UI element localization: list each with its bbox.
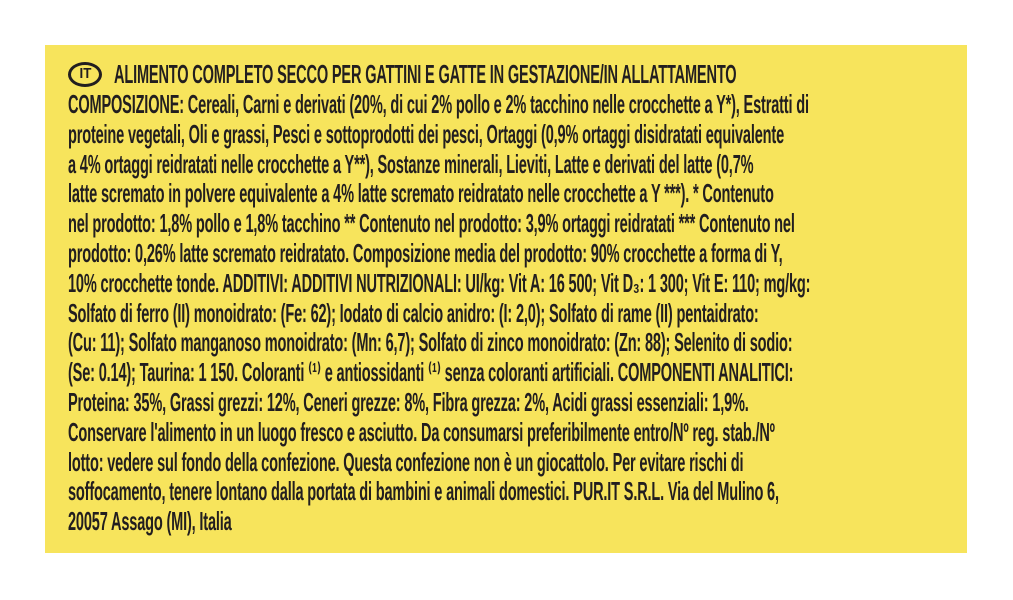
label-line-text: nel prodotto: 1,8% pollo e 1,8% tacchino ** Contenuto nel prodotto: 3,9% ortaggi reidratati *** Contenuto nel bbox=[68, 208, 795, 239]
label-line bbox=[68, 418, 961, 448]
label-line bbox=[68, 239, 961, 269]
label-line bbox=[68, 328, 961, 358]
product-label-panel bbox=[45, 45, 967, 553]
label-line bbox=[68, 179, 961, 209]
label-line bbox=[68, 90, 961, 120]
label-line-text: soffocamento, tenere lontano dalla portata di bambini e animali domestici. PUR.IT S.R.L. Via del Mulino 6, bbox=[68, 476, 779, 507]
language-code: IT bbox=[79, 66, 91, 83]
label-line-text: latte scremato in polvere equivalente a 4% latte scremato reidratato nelle crocchette a Y ***). * Contenuto bbox=[68, 178, 774, 209]
label-line bbox=[68, 299, 961, 329]
label-line-text: COMPOSIZIONE: Cereali, Carni e derivati (20%, di cui 2% pollo e 2% tacchino nelle crocchette a Y*), Estratti di bbox=[68, 89, 809, 119]
label-heading-row bbox=[68, 59, 961, 90]
label-line-text: a 4% ortaggi reidratati nelle crocchette a Y**), Sostanze minerali, Lieviti, Latte e derivati del latte (0,7% bbox=[68, 148, 754, 179]
label-line-text: 10% crocchette tonde. ADDITIVI: ADDITIVI NUTRIZIONALI: UI/kg: Vit A: 16 500; Vit D₃: 1 300; Vit E: 110; mg/kg: bbox=[68, 267, 811, 298]
label-heading: ALIMENTO COMPLETO SECCO PER GATTINI E GATTE IN GESTAZIONE/IN ALLATTAMENTO bbox=[114, 58, 737, 89]
label-line-text: Conservare l'alimento in un luogo fresco e asciutto. Da consumarsi preferibilmente entro/Nº reg. stab./Nº bbox=[68, 416, 775, 447]
label-line-text: Proteina: 35%, Grassi grezzi: 12%, Ceneri grezze: 8%, Fibra grezza: 2%, Acidi grassi essenziali: 1,9%. bbox=[68, 386, 749, 417]
label-line bbox=[68, 269, 961, 299]
label-line bbox=[68, 477, 961, 507]
label-line-text: prodotto: 0,26% latte scremato reidratato. Composizione media del prodotto: 90% crocchette a forma di Y, bbox=[68, 237, 783, 268]
label-line-text: Solfato di ferro (II) monoidrato: (Fe: 62); Iodato di calcio anidro: (I: 2,0); Solfato di rame (II) pentaidrato: bbox=[68, 297, 759, 328]
label-line bbox=[68, 448, 961, 478]
label-line-text: lotto: vedere sul fondo della confezione. Questa confezione non è un giocattolo. Per evitare rischi di bbox=[68, 446, 744, 477]
label-line-text: (Cu: 11); Solfato manganoso monoidrato: (Mn: 6,7); Solfato di zinco monoidrato: (Zn: 88); Selenito di sodio: bbox=[68, 327, 793, 358]
label-line-text: proteine vegetali, Oli e grassi, Pesci e sottoprodotti dei pesci, Ortaggi (0,9% ortaggi disidratati equivalente bbox=[68, 118, 785, 149]
label-text-block bbox=[68, 59, 961, 537]
label-line bbox=[68, 209, 961, 239]
label-line bbox=[68, 358, 961, 388]
label-line-text: (Se: 0.14); Taurina: 1 150. Coloranti ⁽¹⁾ e antiossidanti ⁽¹⁾ senza coloranti artificiali. COMPONENTI ANALITICI: bbox=[68, 357, 794, 388]
label-line-text: 20057 Assago (MI), Italia bbox=[68, 506, 232, 537]
label-line bbox=[68, 120, 961, 150]
label-line bbox=[68, 507, 961, 537]
label-line bbox=[68, 388, 961, 418]
label-line bbox=[68, 150, 961, 180]
it-language-badge-icon bbox=[68, 62, 102, 87]
